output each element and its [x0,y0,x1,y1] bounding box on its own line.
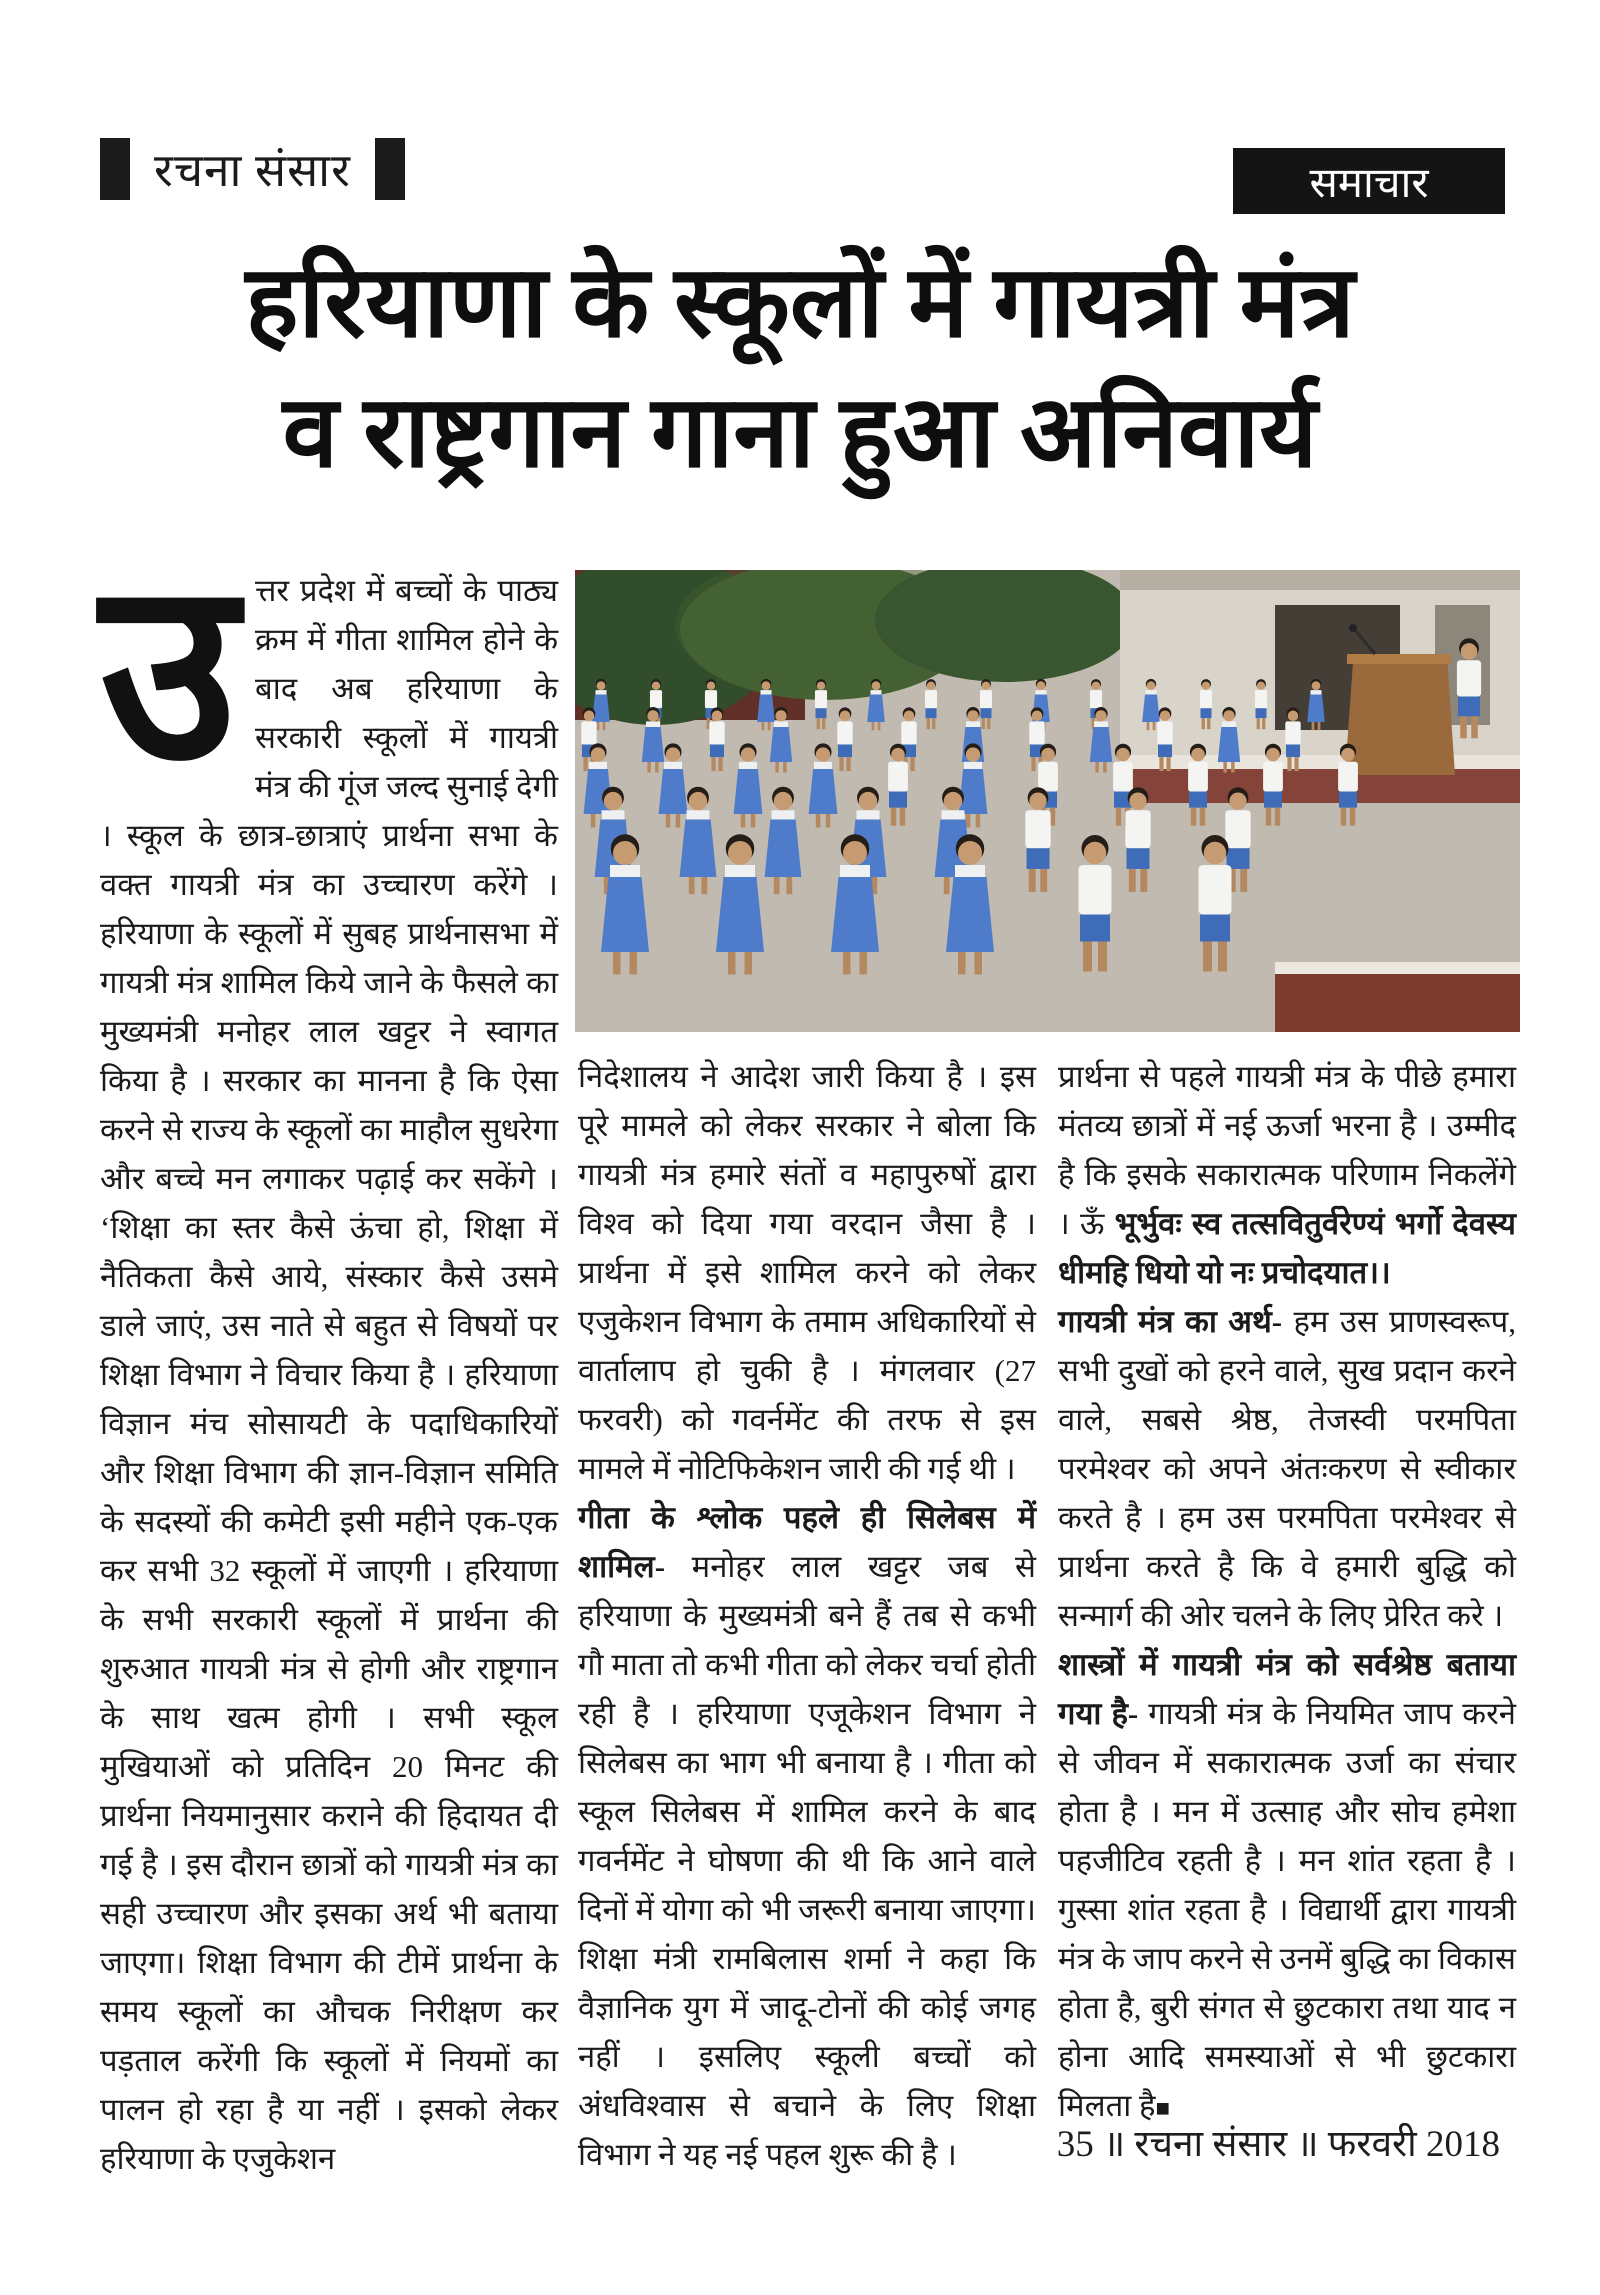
section-badge [1233,148,1505,214]
page-footer [1057,2116,1500,2167]
masthead-right-bar-icon [375,138,405,200]
photo-planter [1275,962,1520,1032]
paragraph [1058,1052,1516,1297]
dropcap-letter: उ [100,535,237,812]
footer-text: 35 ॥ रचना संसार ॥ फरवरी 2018 [1056,2124,1500,2165]
article-headline [0,238,1600,498]
run-in-subhead-best: शास्त्रों में गायत्री मंत्र को सर्वश्रेष्ठ बताया गया है- [1058,1647,1516,1731]
run-in-subhead-meaning: गायत्री मंत्र का अर्थ- [1058,1304,1283,1339]
column3-para1: प्रार्थना से पहले गायत्री मंत्र के पीछे हमारा मंतव्य छात्रों में नई ऊर्जा भरना है । उम्मीद है कि इसके सकारात्मक परिणाम निकलेंगे । ऊँ [1058,1059,1516,1241]
paragraph [578,1493,1036,2179]
article-column-3 [1058,1052,1516,2134]
gayatri-mantra-text: भूर्भुवः स्व तत्सवितुर्वरेण्यं भर्गो देवस्य धीमहि धियो यो नः प्रचोदयात।। [1058,1206,1516,1290]
paragraph-opening [100,535,558,2183]
article-end-mark: ■ [1155,2096,1172,2122]
magazine-masthead [100,138,405,200]
column2-para2: मनोहर लाल खट्टर जब से हरियाणा के मुख्यमंत्री बने हैं तब से कभी गौ माता तो कभी गीता को लेकर चर्चा होती रही है । हरियाणा एजूकेशन विभाग ने सिलेबस का भाग भी बनाया है । गीता को स्कूल सिलेबस में शामिल करने के बाद गवर्नमेंट ने घोषणा की थी कि आने वाले दिनों में योगा को भी जरूरी बनाया जाएगा। शिक्षा मंत्री रामबिलास शर्मा ने कहा कि वैज्ञानिक युग में जादू-टोनों की कोई जगह नहीं । इसलिए स्कूली बच्चों को अंधविश्वास से बचाने के लिए शिक्षा विभाग ने यह नई पहल शुरू की है । [578,1549,1036,2172]
headline-line2: व राष्ट्रगान गाना हुआ अनिवार्य [282,377,1318,488]
section-label: समाचार [1309,160,1429,207]
assembly-photo [575,570,1520,1032]
headline-line1: हरियाणा के स्कूलों में गायत्री मंत्र [245,247,1355,358]
column2-para1: निदेशालय ने आदेश जारी किया है । इस पूरे मामले को लेकर सरकार ने बोला कि गायत्री मंत्र हमारे संतों व महापुरुषों द्वारा विश्व को दिया गया वरदान जैसा है । प्रार्थना में इसे शामिल करने को लेकर एजुकेशन विभाग के तमाम अधिकारियों से वार्तालाप हो चुकी है । मंगलवार (27 फरवरी) को गवर्नमेंट की तरफ से इस मामले में नोटिफिकेशन जारी की गई थी । [578,1059,1036,1486]
masthead-left-bar-icon [100,138,130,200]
article-column-1 [100,535,558,2176]
paragraph [578,1052,1036,1493]
magazine-name: रचना संसार [154,145,351,196]
run-in-subhead-syllabus: गीता के श्लोक पहले ही सिलेबस में शामिल- [578,1500,1036,1584]
column1-text: त्तर प्रदेश में बच्चों के पाठ्य क्रम में गीता शामिल होने के बाद अब हरियाणा के सरकारी स्कूलों में गायत्री मंत्र की गूंज जल्द सुनाई देगी । स्कूल के छात्र-छात्राएं प्रार्थना सभा के वक्त गायत्री मंत्र का उच्चारण करेंगे । हरियाणा के स्कूलों में सुबह प्रार्थनासभा में गायत्री मंत्र शामिल किये जाने के फैसले का मुख्यमंत्री मनोहर लाल खट्टर ने स्वागत किया है । सरकार का मानना है कि ऐसा करने से राज्य के स्कूलों का माहौल सुधरेगा और बच्चे मन लगाकर पढ़ाई कर सकेंगे । ‘शिक्षा का स्तर कैसे ऊंचा हो, शिक्षा में नैतिकता कैसे आये, संस्कार कैसे उसमे डाले जाएं, उस नाते से बहुत से विषयों पर शिक्षा विभाग ने विचार किया है । हरियाणा विज्ञान मंच सोसायटी के पदाधिकारियों और शिक्षा विभाग की ज्ञान-विज्ञान समिति के सदस्यों की कमेटी इसी महीने एक-एक कर सभी 32 स्कूलों में जाएगी । हरियाणा के सभी सरकारी स्कूलों में प्रार्थना की शुरुआत गायत्री मंत्र से होगी और राष्ट्रगान के साथ खत्म होगी । सभी स्कूल मुखियाओं को प्रतिदिन 20 मिनट की प्रार्थना नियमानुसार कराने की हिदायत दी गई है । इस दौरान छात्रों को गायत्री मंत्र का सही उच्चारण और इसका अर्थ भी बताया जाएगा। शिक्षा विभाग की टीमें प्रार्थना के समय स्कूलों का औचक निरीक्षण कर पड़ताल करेंगी कि स्कूलों में नियमों का पालन हो रहा है या नहीं । इसको लेकर हरियाणा के एजुकेशन [100,573,558,2176]
paragraph [1058,1297,1516,1640]
assembly-photo-graphic [575,570,1520,1032]
column3-para2: हम उस प्राणस्वरूप, सभी दुखों को हरने वाले, सुख प्रदान करने वाले, सबसे श्रेष्ठ, तेजस्वी परमपिता परमेश्वर को अपने अंतःकरण से स्वीकार करते है । हम उस परमपिता परमेश्वर से प्रार्थना करते है कि वे हमारी बुद्धि को सन्मार्ग की ओर चलने के लिए प्रेरित करे । [1058,1304,1517,1633]
paragraph [1058,1640,1516,2134]
column3-para3: गायत्री मंत्र के नियमित जाप करने से जीवन में सकारात्मक उर्जा का संचार होता है । मन में उत्साह और सोच हमेशा पहजीटिव रहती है । मन शांत रहता है । गुस्सा शांत रहता है । विद्यार्थी द्वारा गायत्री मंत्र के जाप करने से उनमें बुद्धि का विकास होता है, बुरी संगत से छुटकारा तथा याद न होना आदि समस्याओं से भी छुटकारा मिलता है [1058,1696,1516,2123]
article-column-2 [578,1052,1036,2179]
